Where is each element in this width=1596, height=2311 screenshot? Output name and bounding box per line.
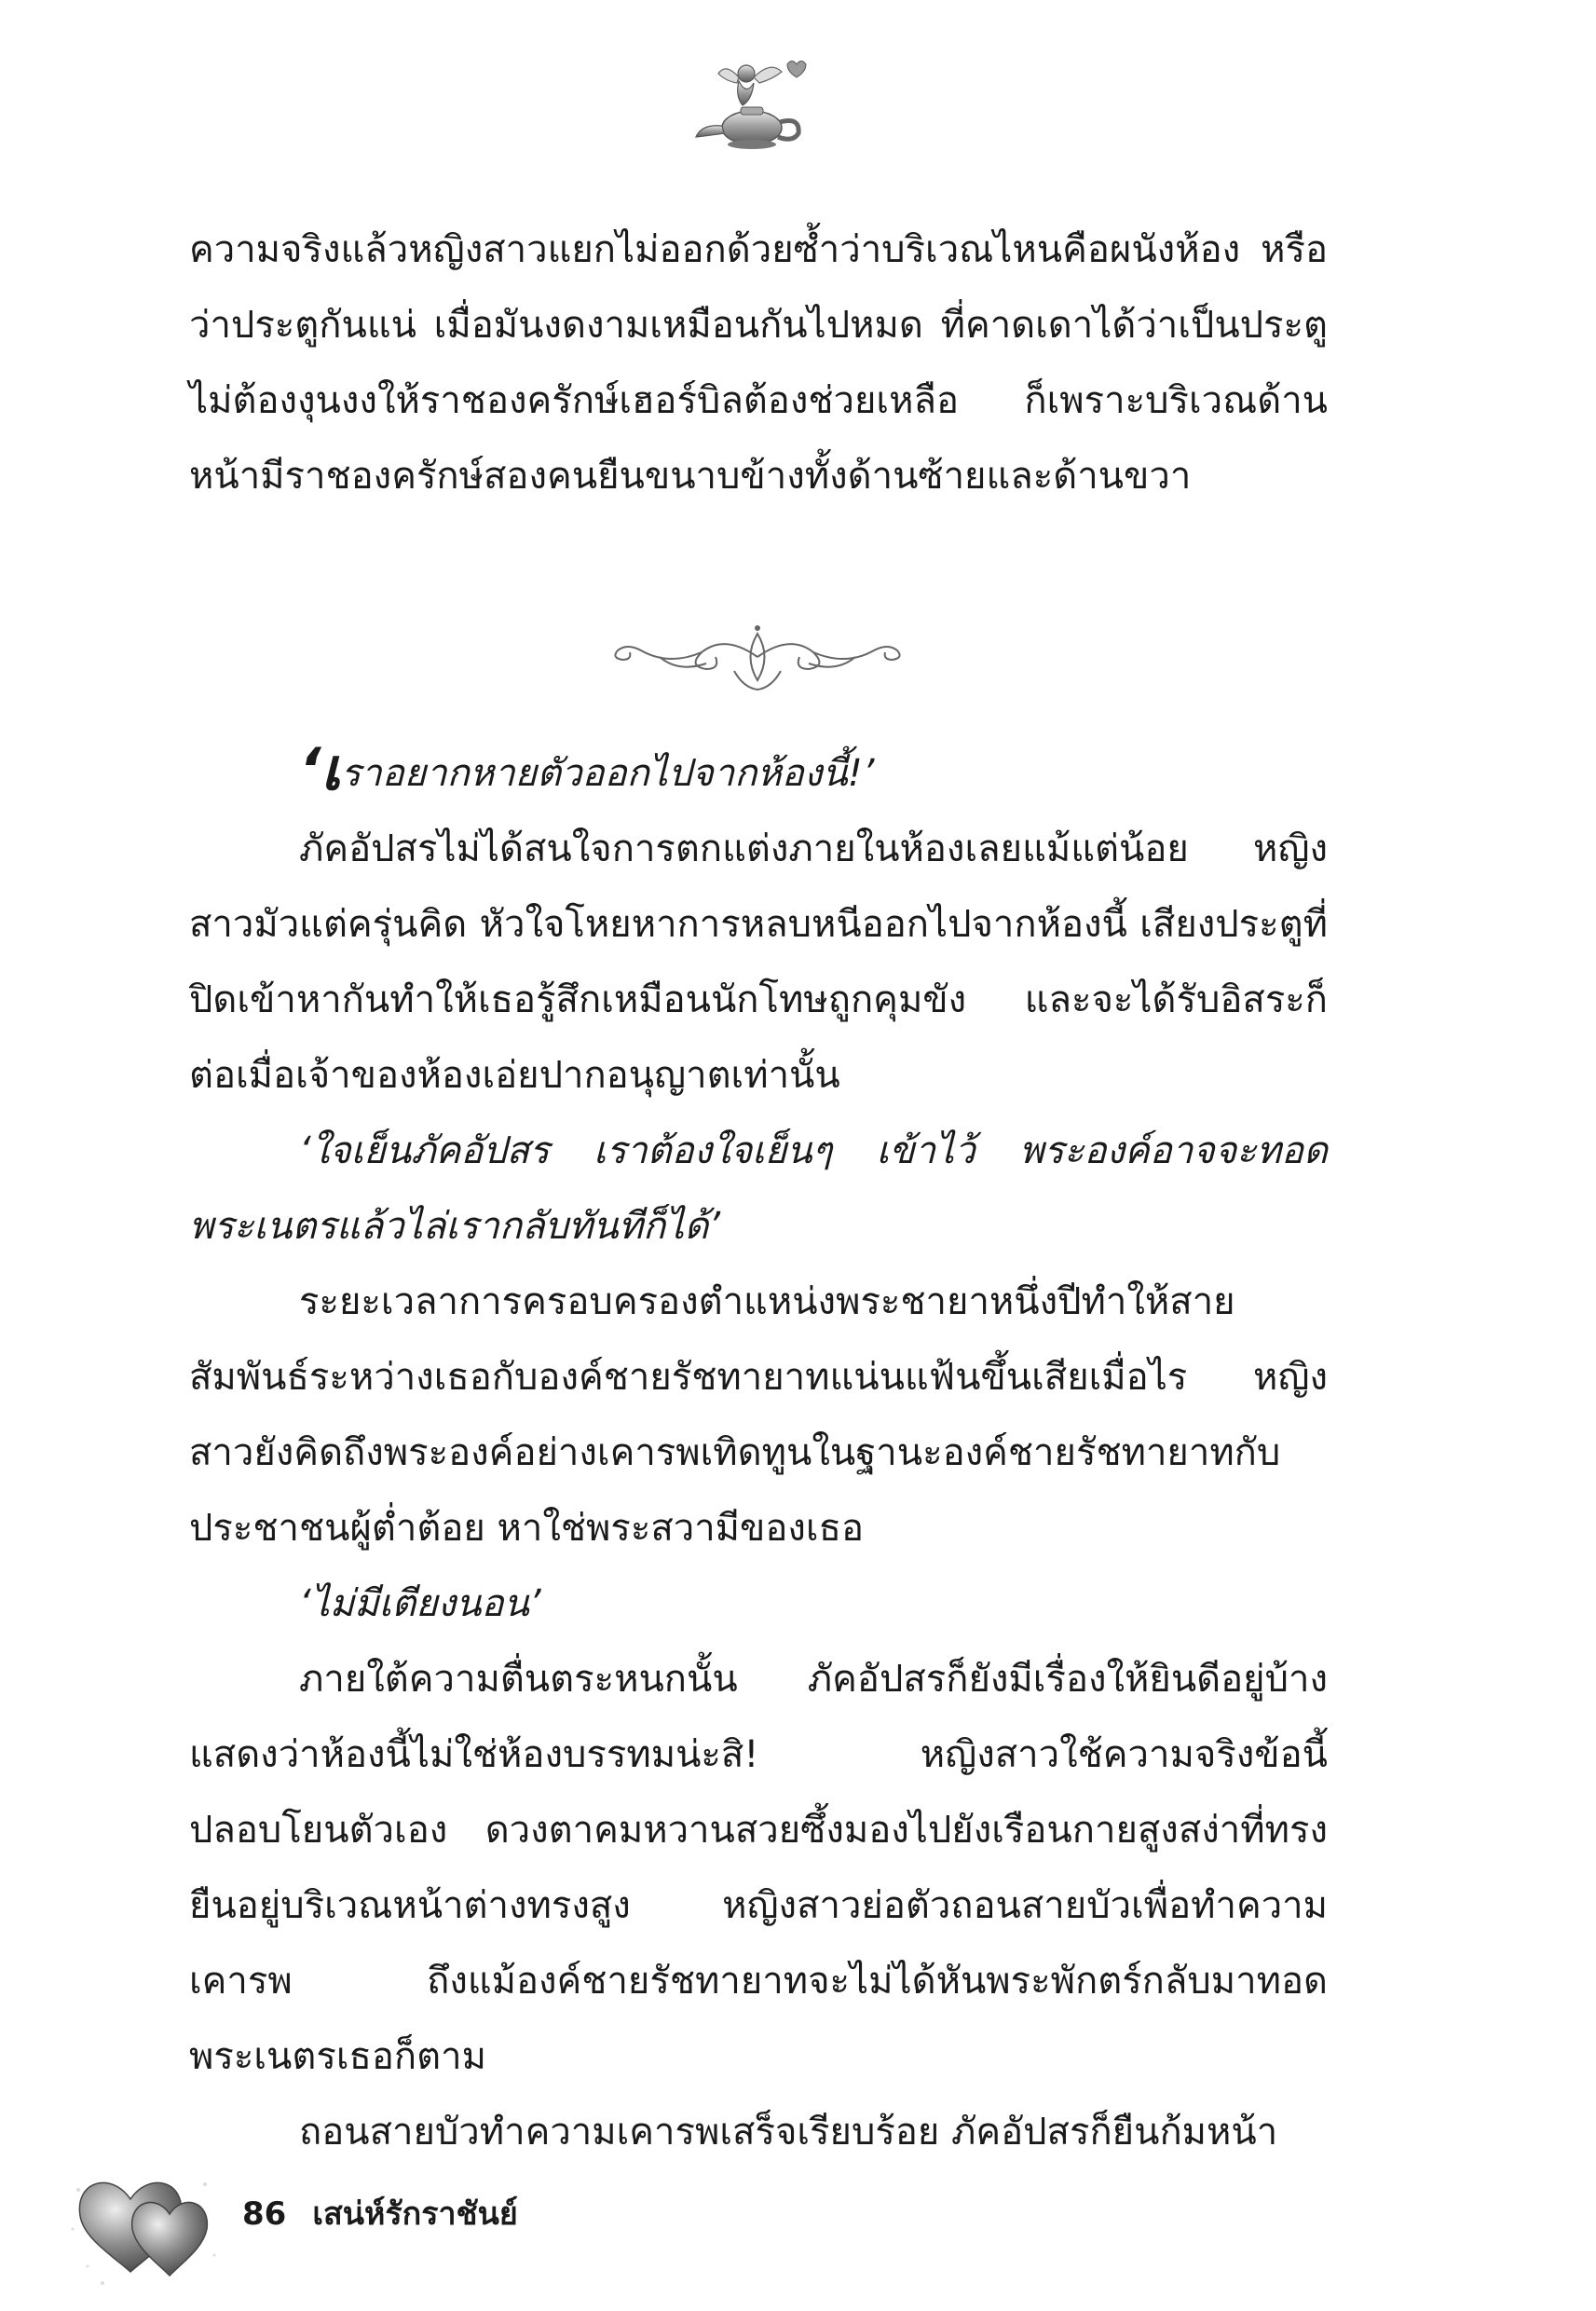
paragraph-3 bbox=[189, 812, 1328, 1114]
page-footer bbox=[242, 2188, 518, 2238]
cupid-teapot-icon bbox=[685, 51, 825, 154]
flourish-divider-icon bbox=[604, 615, 911, 699]
paragraph-3-text: ภัคอัปสรไม่ได้สนใจการตกแต่งภายในห้องเลยแม้แต่น้อย หญิงสาวมัวแต่ครุ่นคิด หัวใจโหยหาการหลบหนีออกไปจากห้องนี้ เสียงประตูที่ปิดเข้าหากันทำให้เธอรู้สึกเหมือนนักโทษถูกคุมขัง และจะได้รับอิสระก็ต่อเมื่อเจ้าของห้องเอ่ยปากอนุญาตเท่านั้น bbox=[189, 827, 1328, 1097]
twin-hearts-icon bbox=[65, 2162, 224, 2292]
paragraph-4 bbox=[189, 1114, 1328, 1265]
paragraph-2 bbox=[189, 736, 1328, 812]
paragraph-7-text: ภายใต้ความตื่นตระหนกนั้น ภัคอัปสรก็ยังมีเรื่องให้ยินดีอยู่บ้าง แสดงว่าห้องนี้ไม่ใช่ห้องบรรทมน่ะสิ! หญิงสาวใช้ความจริงข้อนี้ปลอบโยนตัวเอง ดวงตาคมหวานสวยซึ้งมองไปยังเรือนกายสูงสง่าที่ทรงยืนอยู่บริเวณหน้าต่างทรงสูง หญิงสาวย่อตัวถอนสายบัวเพื่อทำความเคารพ ถึงแม้องค์ชายรัชทายาทจะไม่ได้หันพระพักตร์กลับมาทอดพระเนตรเธอก็ตาม bbox=[189, 1658, 1328, 2078]
paragraph-7 bbox=[189, 1642, 1328, 2095]
paragraph-8-text: ถอนสายบัวทำความเคารพเสร็จเรียบร้อย ภัคอัปสรก็ยืนก้มหน้า bbox=[299, 2111, 1278, 2154]
paragraph-5 bbox=[189, 1265, 1328, 1566]
drop-cap: ‘เ bbox=[299, 735, 341, 803]
paragraph-1: ความจริงแล้วหญิงสาวแยกไม่ออกด้วยซ้ำว่าบริเวณไหนคือผนังห้อง หรือว่าประตูกันแน่ เมื่อมันงดงามเหมือนกันไปหมด ที่คาดเดาได้ว่าเป็นประตู ไม่ต้องงุนงงให้ราชองครักษ์เฮอร์บิลต้องช่วยเหลือ ก็เพราะบริเวณด้านหน้ามีราชองครักษ์สองคนยืนขนาบข้างทั้งด้านซ้ายและด้านขวา bbox=[189, 228, 1328, 498]
paragraph-2-text: ราอยากหายตัวออกไปจากห้องนี้!’ bbox=[340, 752, 875, 795]
paragraph-4-text: ‘ใจเย็นภัคอัปสร เราต้องใจเย็นๆ เข้าไว้ พระองค์อาจจะทอดพระเนตรแล้วไล่เรากลับทันทีก็ได้’ bbox=[189, 1129, 1328, 1248]
page-number: 86 bbox=[242, 2195, 287, 2233]
paragraph-5-text: ระยะเวลาการครอบครองตำแหน่งพระชายาหนึ่งปีทำให้สายสัมพันธ์ระหว่างเธอกับองค์ชายรัชทายาทแน่นแฟ้นขึ้นเสียเมื่อไร หญิงสาวยังคิดถึงพระองค์อย่างเคารพเทิดทูนในฐานะองค์ชายรัชทายาทกับประชาชนผู้ต่ำต้อย หาใช่พระสวามีของเธอ bbox=[189, 1280, 1328, 1550]
paragraph-8 bbox=[189, 2095, 1328, 2170]
paragraph-6-text: ‘ไม่มีเตียงนอน’ bbox=[299, 1582, 541, 1625]
paragraph-6 bbox=[189, 1566, 1328, 1642]
book-title: เสน่ห์รักราชันย์ bbox=[312, 2195, 518, 2233]
